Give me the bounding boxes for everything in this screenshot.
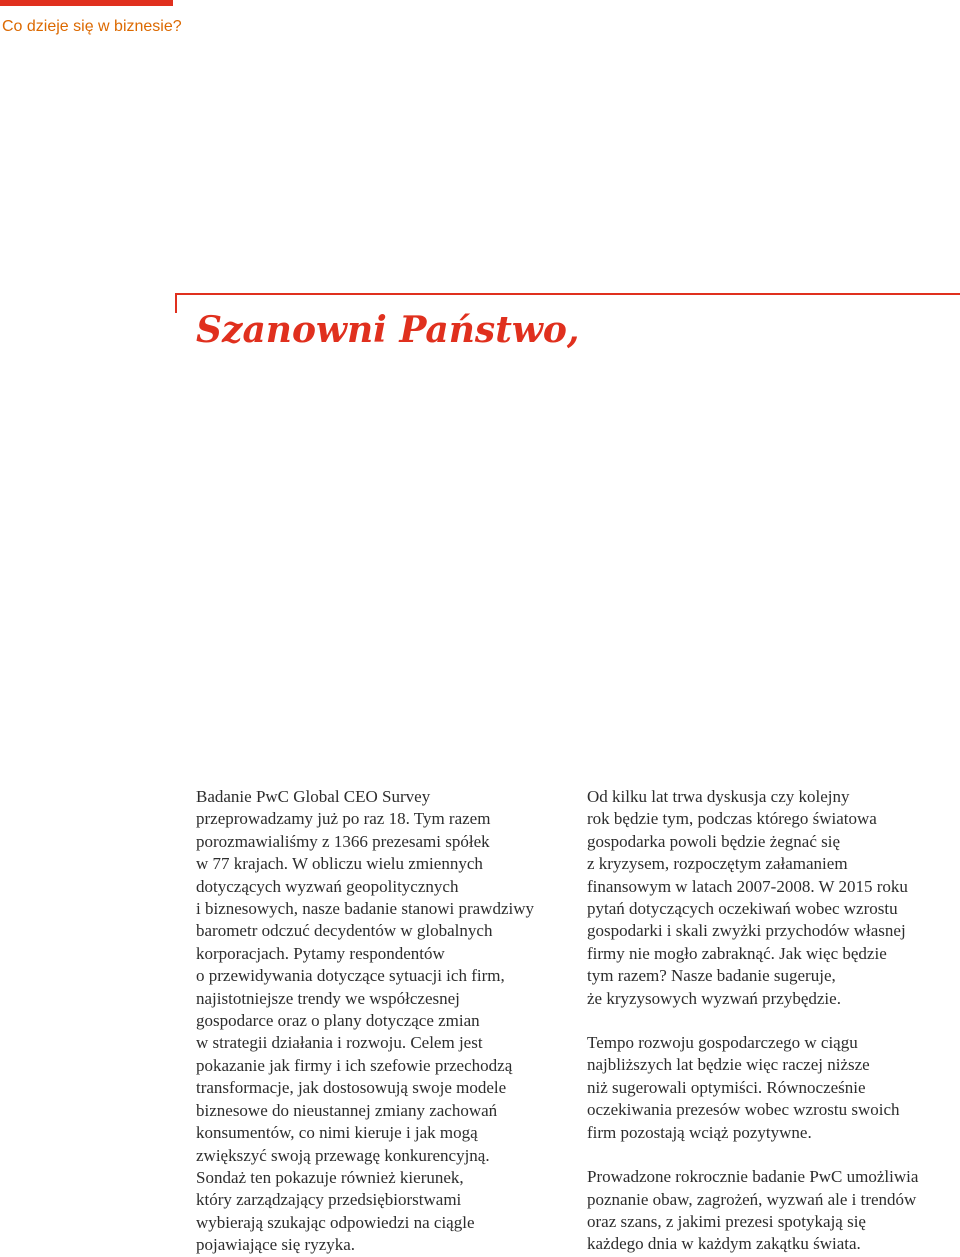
text-line: w strategii działania i rozwoju. Celem jest bbox=[196, 1033, 483, 1053]
text-line: oraz szans, z jakimi prezesi spotykają się bbox=[587, 1211, 866, 1231]
text-line: o przewidywania dotyczące sytuacji ich firm, bbox=[196, 966, 505, 986]
text-line: gospodarki i skali zwyżki przychodów własnej bbox=[587, 921, 906, 941]
text-line: i biznesowych, nasze badanie stanowi prawdziwy bbox=[196, 899, 534, 919]
text-line: transformacje, jak dostosowują swoje modele bbox=[196, 1078, 507, 1098]
text-line: każdego dnia w każdym zakątku świata. bbox=[587, 1234, 861, 1254]
text-line: przeprowadzamy już po raz 18. Tym razem bbox=[196, 809, 491, 829]
text-line: rok będzie tym, podczas którego światowa bbox=[587, 809, 877, 829]
text-line: poznanie obaw, zagrożeń, wyzwań ale i trendów bbox=[587, 1189, 917, 1209]
text-line: Od kilku lat trwa dyskusja czy kolejny bbox=[587, 787, 850, 806]
text-line: w 77 krajach. W obliczu wielu zmiennych bbox=[196, 854, 483, 874]
text-line: finansowym w latach 2007-2008. W 2015 roku bbox=[587, 876, 908, 896]
left-column bbox=[196, 786, 576, 1257]
text-line: tym razem? Nasze badanie sugeruje, bbox=[587, 966, 836, 986]
text-line: barometr odczuć decydentów w globalnych bbox=[196, 921, 493, 941]
text-line: pytań dotyczących oczekiwań wobec wzrostu bbox=[587, 899, 898, 919]
text-line: Badanie PwC Global CEO Survey bbox=[196, 787, 431, 806]
text-line: najbliższych lat będzie więc raczej niższe bbox=[587, 1055, 870, 1075]
text-line: który zarządzający przedsiębiorstwami bbox=[196, 1190, 462, 1210]
section-header: Co dzieje się w biznesie? bbox=[2, 18, 182, 35]
text-line: że kryzysowych wyzwań przybędzie. bbox=[587, 988, 841, 1008]
top-accent-bar bbox=[0, 0, 173, 6]
text-line: Sondaż ten pokazuje również kierunek, bbox=[196, 1167, 464, 1187]
text-line: wybierają szukając odpowiedzi na ciągle bbox=[196, 1212, 475, 1232]
text-line: porozmawialiśmy z 1366 prezesami spółek bbox=[196, 831, 490, 851]
text-line: Prowadzone rokrocznie badanie PwC umożliwia bbox=[587, 1167, 919, 1187]
right-paragraph bbox=[587, 1032, 959, 1144]
text-line: konsumentów, co nimi kieruje i jak mogą bbox=[196, 1123, 478, 1143]
text-line: zwiększyć swoją przewagę konkurencyjną. bbox=[196, 1145, 490, 1165]
text-line: gospodarce oraz o plany dotyczące zmian bbox=[196, 1011, 480, 1031]
text-line: oczekiwania prezesów wobec wzrostu swoich bbox=[587, 1100, 900, 1120]
text-line: najistotniejsze trendy we współczesnej bbox=[196, 988, 460, 1008]
text-line: pojawiające się ryzyka. bbox=[196, 1235, 356, 1255]
text-line: niż sugerowali optymiści. Równocześnie bbox=[587, 1077, 866, 1097]
right-paragraph bbox=[587, 786, 959, 1010]
text-line: z kryzysem, rozpoczętym załamaniem bbox=[587, 854, 848, 874]
text-line: firmy nie mogło zabraknąć. Jak więc będzie bbox=[587, 943, 887, 963]
right-column bbox=[587, 786, 959, 1256]
text-line: Tempo rozwoju gospodarczego w ciągu bbox=[587, 1033, 858, 1053]
text-line: firm pozostają wciąż pozytywne. bbox=[587, 1122, 812, 1142]
text-line: korporacjach. Pytamy respondentów bbox=[196, 943, 445, 963]
text-line: dotyczących wyzwań geopolitycznych bbox=[196, 876, 459, 896]
text-line: gospodarka powoli będzie żegnać się bbox=[587, 831, 841, 851]
text-line: biznesowe do nieustannej zmiany zachowań bbox=[196, 1100, 498, 1120]
left-paragraph bbox=[196, 786, 576, 1257]
page-title: Szanowni Państwo, bbox=[196, 309, 580, 351]
text-line: pokazanie jak firmy i ich szefowie przechodzą bbox=[196, 1055, 513, 1075]
right-paragraph bbox=[587, 1166, 959, 1256]
